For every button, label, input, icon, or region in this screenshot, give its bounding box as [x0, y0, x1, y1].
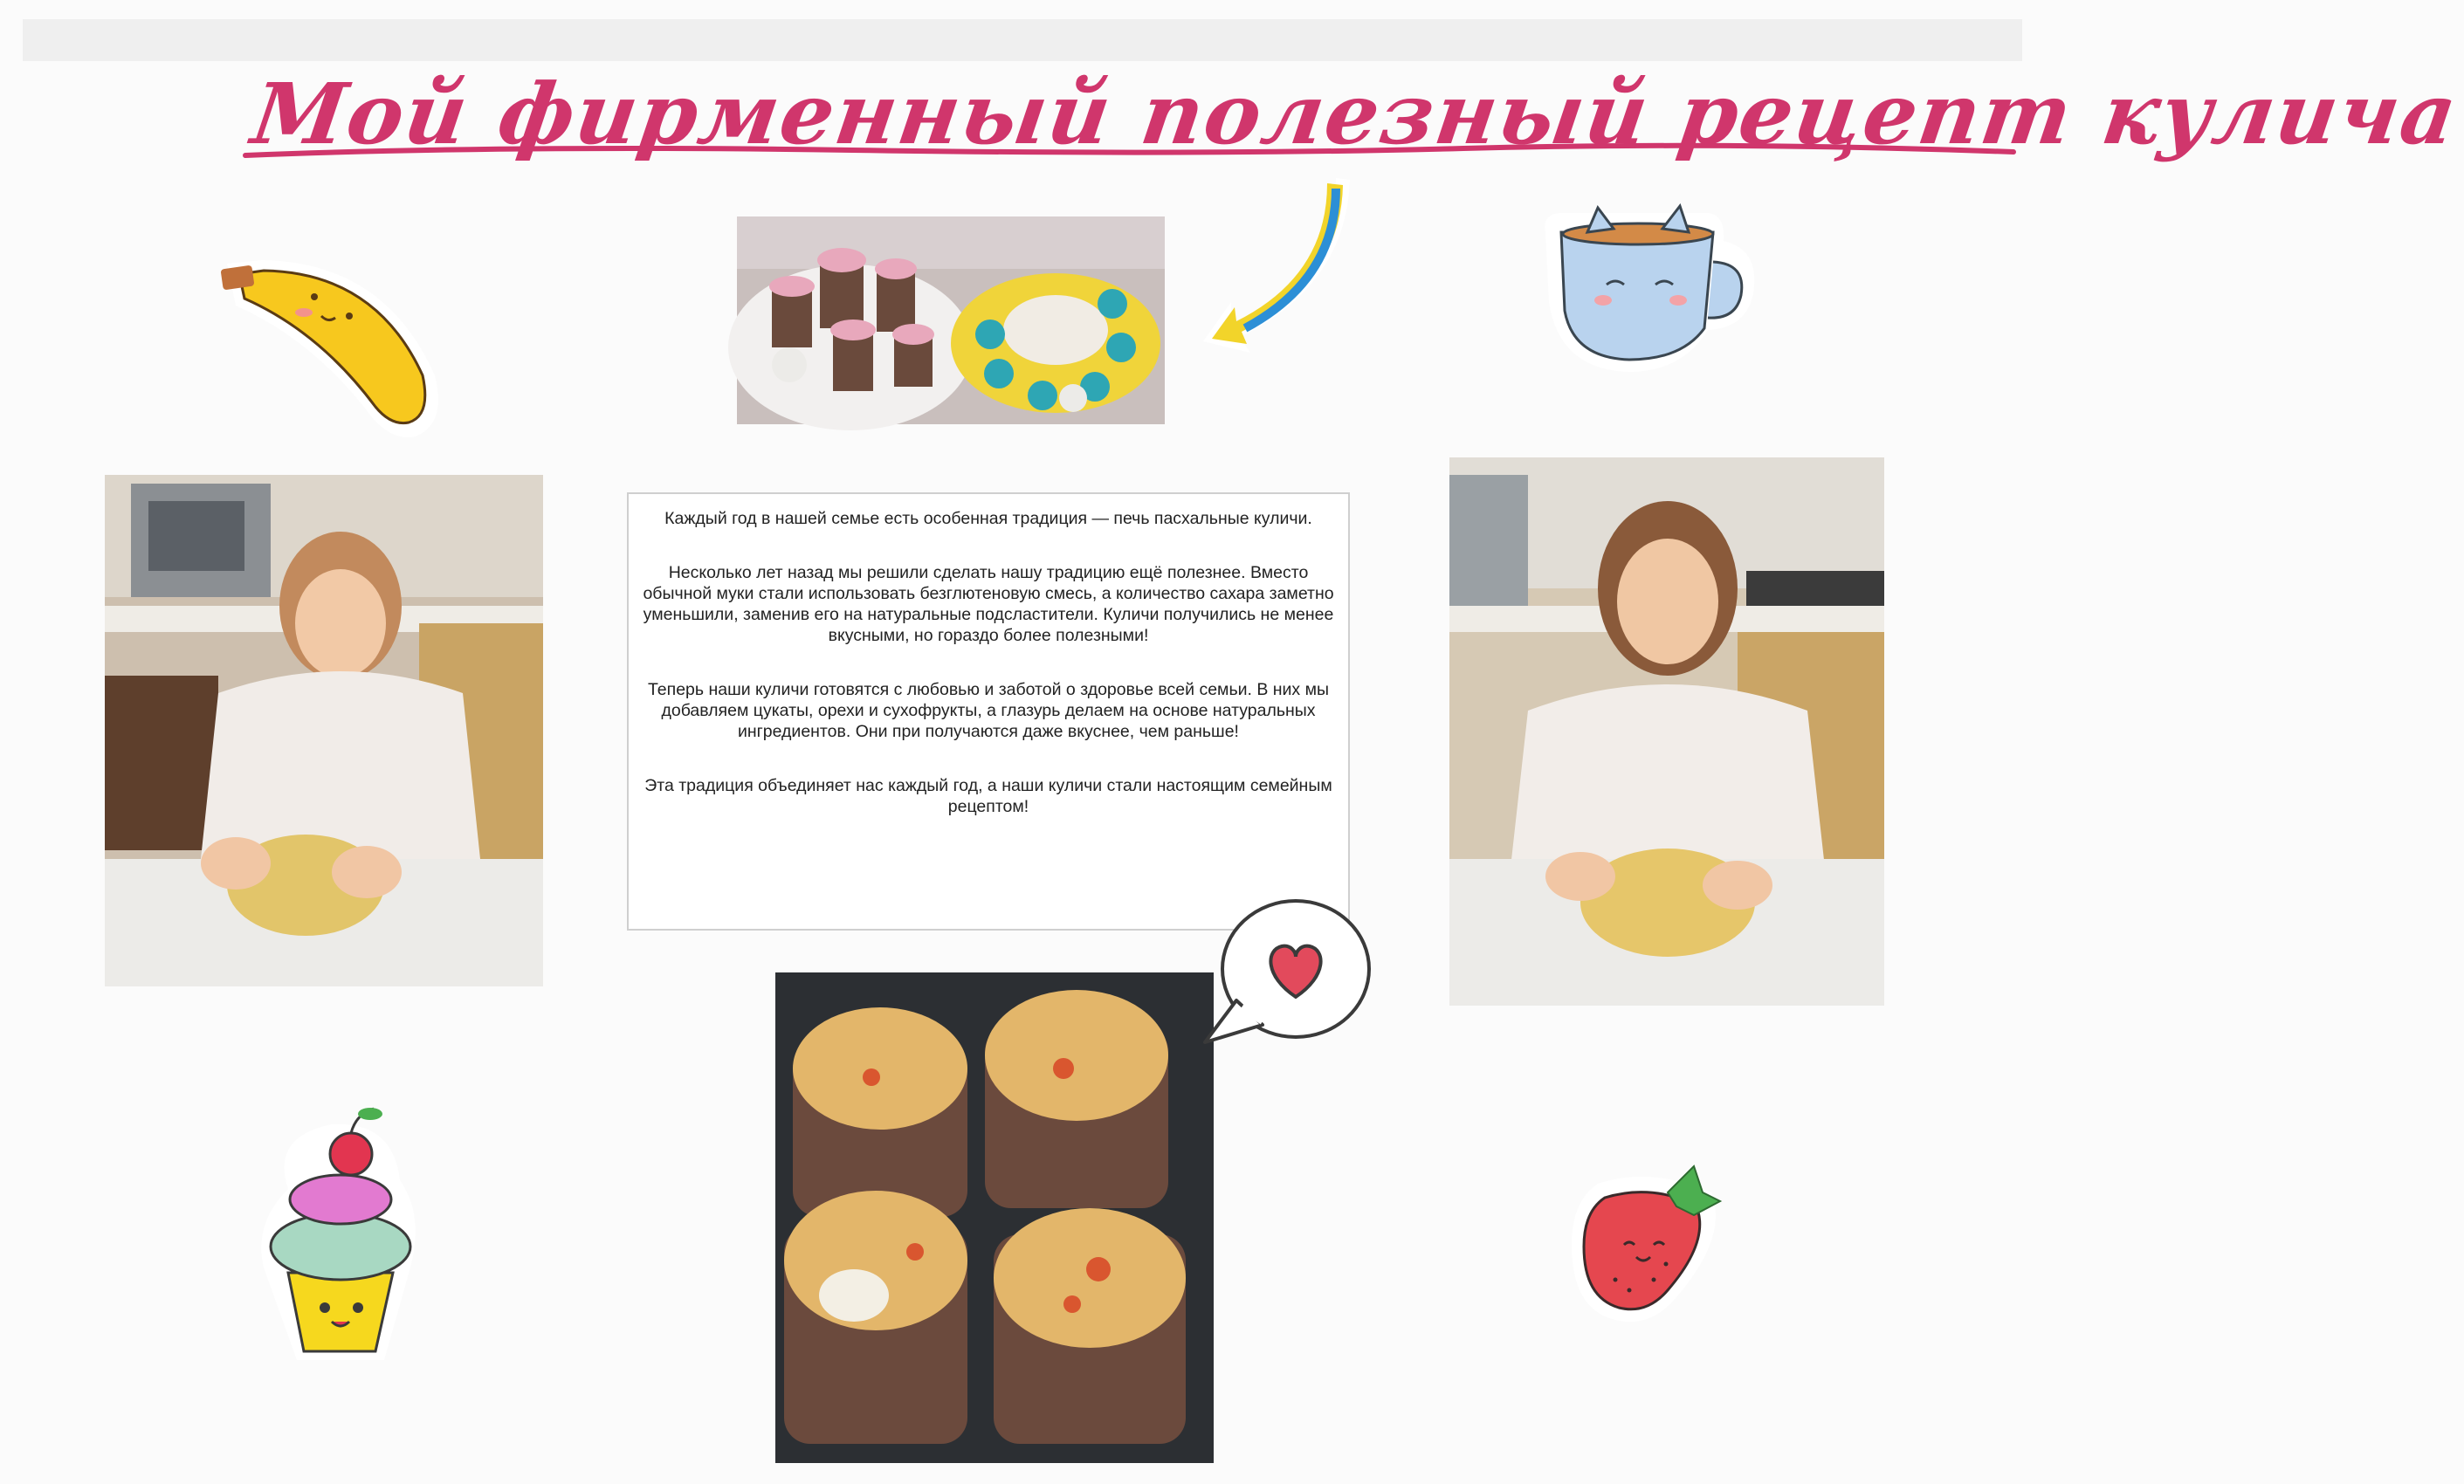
title-underline [241, 138, 2022, 164]
story-text-card [627, 492, 1350, 931]
heart-bubble-sticker [1189, 896, 1373, 1053]
cupcake-sticker [253, 1102, 428, 1367]
baked-kulich-photo [775, 972, 1214, 1463]
cat-cup-sticker [1533, 197, 1760, 381]
story-paragraph-1: Каждый год в нашей семье есть особенная традиция — печь пасхальные куличи. [664, 509, 1312, 528]
girl-kneading-photo-left [105, 475, 543, 986]
page-title: Мой фирменный полезный рецепт кулича [246, 65, 2464, 163]
story-paragraph-3: Теперь наши куличи готовятся с любовью и заботой о здоровье всей семьи. В них мы добавляем цукаты, орехи и сухофрукты, а глазурь делаем на основе натуральных ингредиентов. Они при получаются даже вкуснее, чем раньше! [647, 680, 1330, 741]
strawberry-sticker [1563, 1149, 1729, 1329]
arrow-sticker [1196, 171, 1353, 354]
banana-sticker [210, 244, 463, 454]
girl-kneading-photo-right [1449, 457, 1884, 1006]
story-paragraph-4: Эта традиция объединяет нас каждый год, а наши куличи стали настоящим семейным рецептом! [644, 776, 1332, 816]
story-paragraph-2: Несколько лет назад мы решили сделать нашу традицию ещё полезнее. Вместо обычной муки стали использовать безглютеновую смесь, а количество сахара заметно уменьшили, заменив его на натуральные подсластители. Куличи получились не менее вкусными, но гораздо более полезными! [643, 563, 1334, 645]
easter-cakes-photo [737, 216, 1165, 424]
scanner-top-strip [23, 19, 2022, 61]
